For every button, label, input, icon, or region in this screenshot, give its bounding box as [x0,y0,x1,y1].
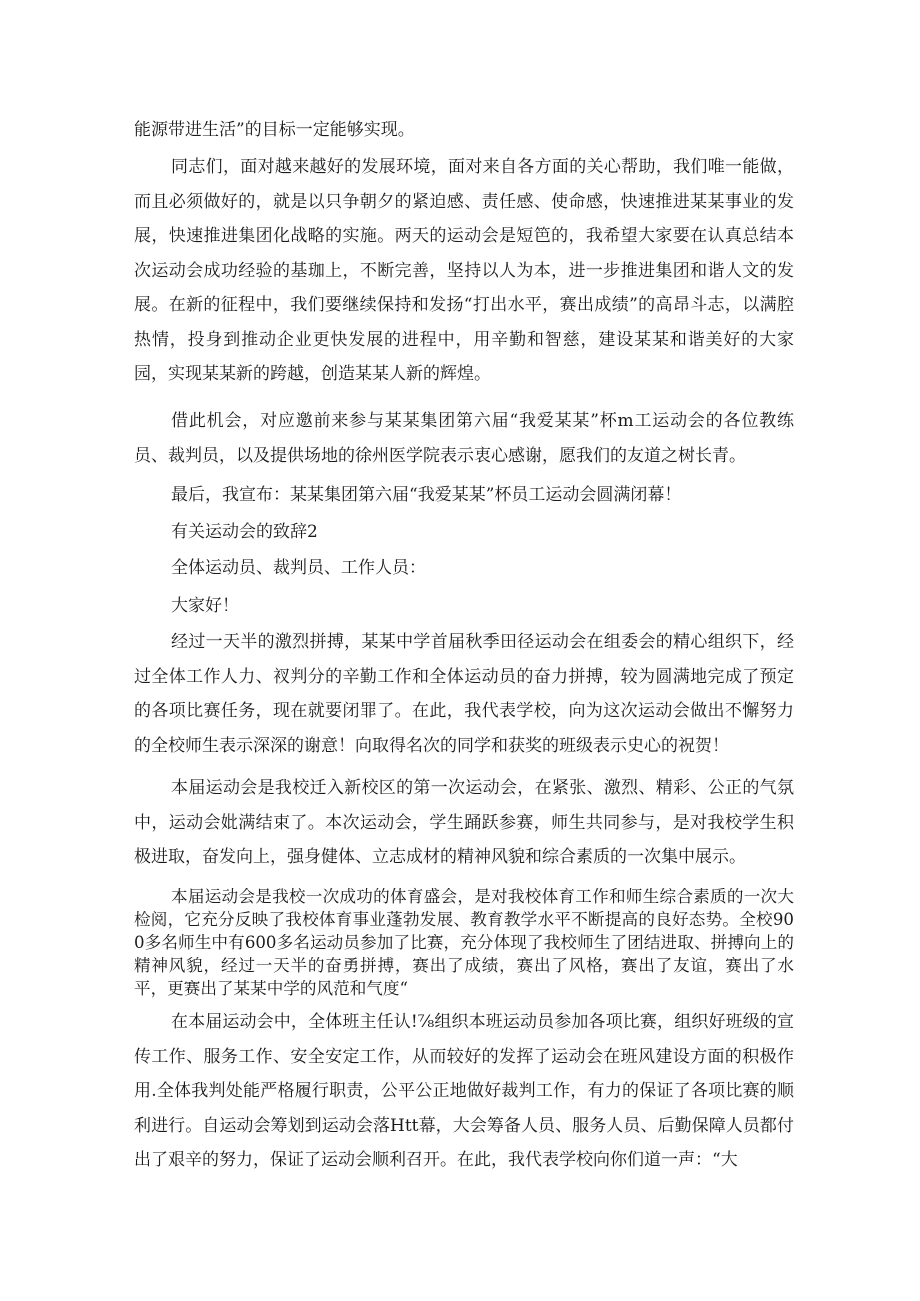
paragraph-3: 借此机会，对应邀前来参与某某集团第六届“我爱某某”杯m工运动会的各位教练员、裁判员，以及提供场地的徐州医学院表示衷心感谢，愿我们的友道之树长青。 [134,411,794,466]
paragraph-8: 在本届运动会中，全体班主任认!⅞组织本班运动员参加各项比赛，组织好班级的宣传工作、服务工作、安全安定工作，从而较好的发挥了运动会在班风建设方面的积极作用.全体我判处能严格履行职责，公平公正地做好裁判工作，有力的保证了各项比赛的顺利进行。自运动会筹划到运动会落Htt幕，大会筹备人员、服务人员、后勤保障人员都付出了艰辛的努力，保证了运动会顺利召开。在此，我代表学校向你们道一声：“大 [134,1012,794,1170]
paragraph-6: 本届运动会是我校迁入新校区的第一次运动会，在紧张、激烈、精彩、公正的气氛中，运动会妣满结束了。本次运动会，学生踊跃参赛，师生共同参与，是对我校学生积极进取，奋发向上，强身健体、立志成材的精神风貌和综合素质的一次集中展示。 [134,778,794,867]
paragraph-2: 同志们，面对越来越好的发展环境，面对来自各方面的关心帮助，我们唯一能做，而且必须做好的，就是以只争朝夕的紧迫感、责任感、使命感，快速推进某某事业的发展，快速推进集团化战略的实施。两天的运动会是短笆的，我希望大家要在认真总结本次运动会成功经验的基珈上，不断完善，坚持以人为本，进一步推进集团和谐人文的发展。在新的征程中，我们要继续保持和发扬“打出水平，赛出成绩”的高昂斗志，以满腔热情，投身到推动企业更快发展的进程中，用辛勤和智慈，建设某某和谐美好的大家园，实现某某新的跨越，创造某某人新的辉煌。 [134,157,794,384]
section-heading: 有关运动会的致辞2 [171,522,318,542]
greeting: 大家好！ [171,596,239,616]
paragraph-5: 经过一天半的激烈拼搏，某某中学首届秋季田径运动会在组委会的精心组织下，经过全体工作人力、衩判分的辛勤工作和全体运动员的奋力拼搏，较为圆满地完成了预定的各项比赛任务，现在就要闭罪了。在此，我代表学校，向为这次运动会做出不懈努力的全校师生表示深深的谢意！向取得名次的同学和获奖的班级表示史心的祝贺！ [134,632,794,756]
paragraph-7: 本届运动会是我校一次成功的体育盛会，是对我校体育工作和师生综合素质的一次大检阅，它充分反映了我校体育事业蓬勃发展、教育教学水平不断提高的良好态势。全校900多名师生中有600多名运动员参加了比赛，充分体现了我校师生了团结进取、拼搏向上的精神风貌，经过一天半的奋勇拼搏，赛出了成绩，赛出了风格，赛出了友谊，赛出了水平，更赛出了某某中学的风范和气度“ [134,887,794,998]
paragraph-1: 能源带进生活”的目标一定能够实现。 [134,120,415,140]
paragraph-4: 最后，我宣布：某某集团第六届“我爱某某”杯员工运动会圆满闭幕！ [171,485,682,505]
salutation: 全体运动员、裁判员、工作人员： [171,558,426,578]
